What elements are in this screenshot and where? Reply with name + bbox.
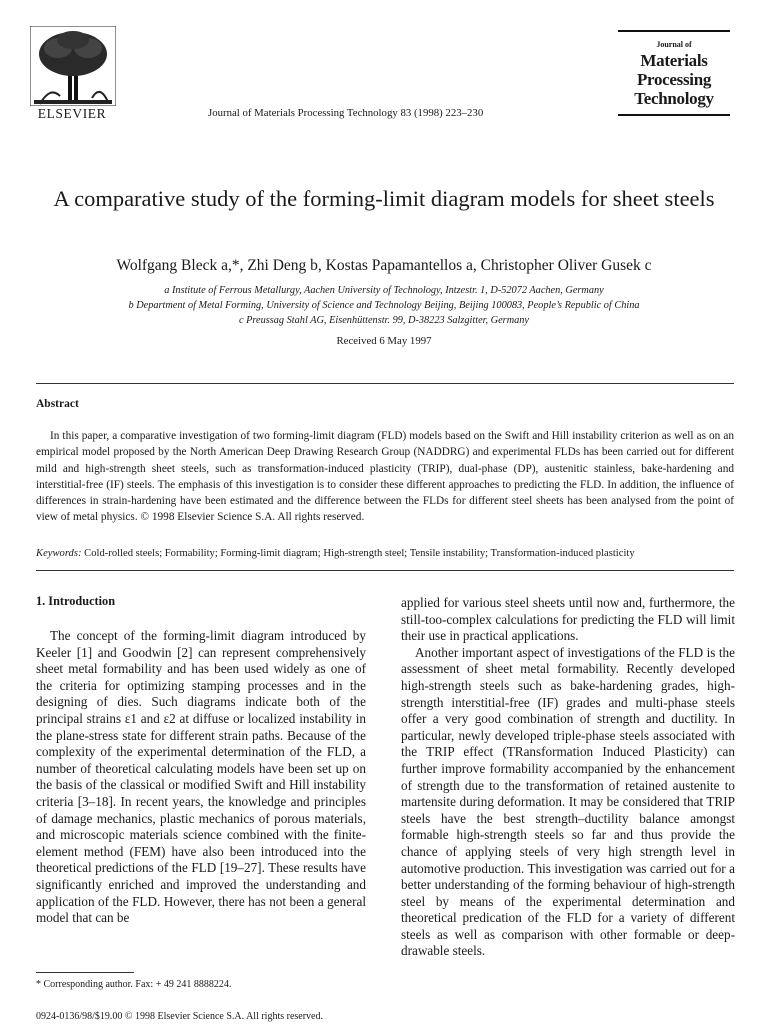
copyright-line: 0924-0136/98/$19.00 © 1998 Elsevier Science S.A. All rights reserved. [36,1011,323,1022]
affiliation: a Institute of Ferrous Metallurgy, Aachen University of Technology, Intzestr. 1, D-52072 Aachen, Germany [164,285,604,296]
abstract-text: In this paper, a comparative investigation of two forming-limit diagram (FLD) models based on the Swift and Hill instability criterion as well as on an empirical model proposed by the North American Deep Drawing Research Group (NADDRG) and experimental FLDs has been carried out for different mild and high-strength sheet steels, such as transformation-induced plasticity (TRIP), dual-phase (DP), austenitic stainless, bake-hardening and interstitial-free (IF) steels. The emphasis of this investigation is to consider these different approaches to predicting the FLD. In addition, the influence of differences in strain-hardening have been estimated and the difference between the FLDs for different steel sheets has been analysed from the point of view of metal physics. © 1998 Elsevier Science S.A. All rights reserved. [36,430,734,524]
article-title: A comparative study of the forming-limit diagram models for sheet steels [53,186,715,211]
abstract-heading: Abstract [36,398,79,410]
abstract-top-rule [36,383,734,384]
received-date: Received 6 May 1997 [336,335,432,347]
keywords-text: Cold-rolled steels; Formability; Forming-limit diagram; High-strength steel; Tensile instability; Transformation-induced plasticity [84,548,635,559]
section-heading: 1. Introduction [36,594,116,608]
elsevier-tree-logo [30,26,116,106]
paragraph: applied for various steel sheets until now and, furthermore, the still-too-complex calculations for predicting the FLD will limit their use in practical applications. [401,595,735,644]
masthead-word: Materials [640,51,708,70]
keywords-label: Keywords: [36,548,82,559]
right-column [401,595,735,960]
masthead-journal-of: Journal of [656,40,692,49]
paragraph: The concept of the forming-limit diagram introduced by Keeler [1] and Goodwin [2] can represent comprehensively sheet metal formability and has been used widely as one of the criteria for optimizing stamping processes and in the designing of dies. Such diagrams indicate both of the principal strains ε1 and ε2 at diffuse or localized instability in the plane-stress state for different strain paths. Because of the complexity of the experimental determination of the FLD, a number of theoretical calculating models have been set up on the basis of the classical or modified Swift and Hill instability criteria [3–18]. In recent years, the knowledge and principles of damage mechanics, plastic mechanics of porous materials, and microscopic materials science combined with the finite-element method (FEM) have also been introduced into the theoretical predictions of the FLD [19–27]. These results have significantly enriched and improved the understanding and application of the FLD. However, there has not been a general model that can be [36,628,366,926]
masthead-word: Processing [636,70,712,89]
masthead-word: Technology [634,89,714,108]
abstract-bottom-rule [36,570,734,571]
left-column [36,628,366,927]
masthead-top-rule [618,30,730,32]
masthead-bottom-rule [618,114,730,116]
affiliation: b Department of Metal Forming, University of Science and Technology Beijing, Beijing 100083, People’s Republic of China [128,300,640,311]
publisher-name: ELSEVIER [37,106,107,121]
footnote-rule [36,972,134,973]
author-list: Wolfgang Bleck a,*, Zhi Deng b, Kostas Papamantellos a, Christopher Oliver Gusek c [116,257,652,274]
paragraph: Another important aspect of investigations of the FLD is the assessment of sheet metal formability. Recently developed high-strength steels such as bake-hardening grades, high-strength interstitial-free (IF) grades and multi-phase steels offer a very good combination of strength and ductility. In particular, newly developed triple-phase steels associated with the TRIP effect (TRansformation Induced Plasticity) can further improve formability accompanied by the enhancement of strength due to the transformation of retained austenite to martensite during deformation. It may be considered that TRIP steels have the best strength–ductility balance amongst formable high-strength steels so far and thus provide the chance of applying steels of very high strength level in automotive production. This investigation was carried out for a better understanding of the forming behaviour of high-strength steel by means of the experimental determination and theoretical predication of the FLD for a variety of different steels as well as comparison with other formable or deep-drawable steels. [401,644,735,959]
footnote: * Corresponding author. Fax: + 49 241 8888224. [36,979,232,990]
journal-masthead [618,30,730,116]
journal-citation: Journal of Materials Processing Technology 83 (1998) 223–230 [208,107,484,119]
keywords-line [36,548,734,559]
affiliation: c Preussag Stahl AG, Eisenhüttenstr. 99, D-38223 Salzgitter, Germany [238,315,529,326]
